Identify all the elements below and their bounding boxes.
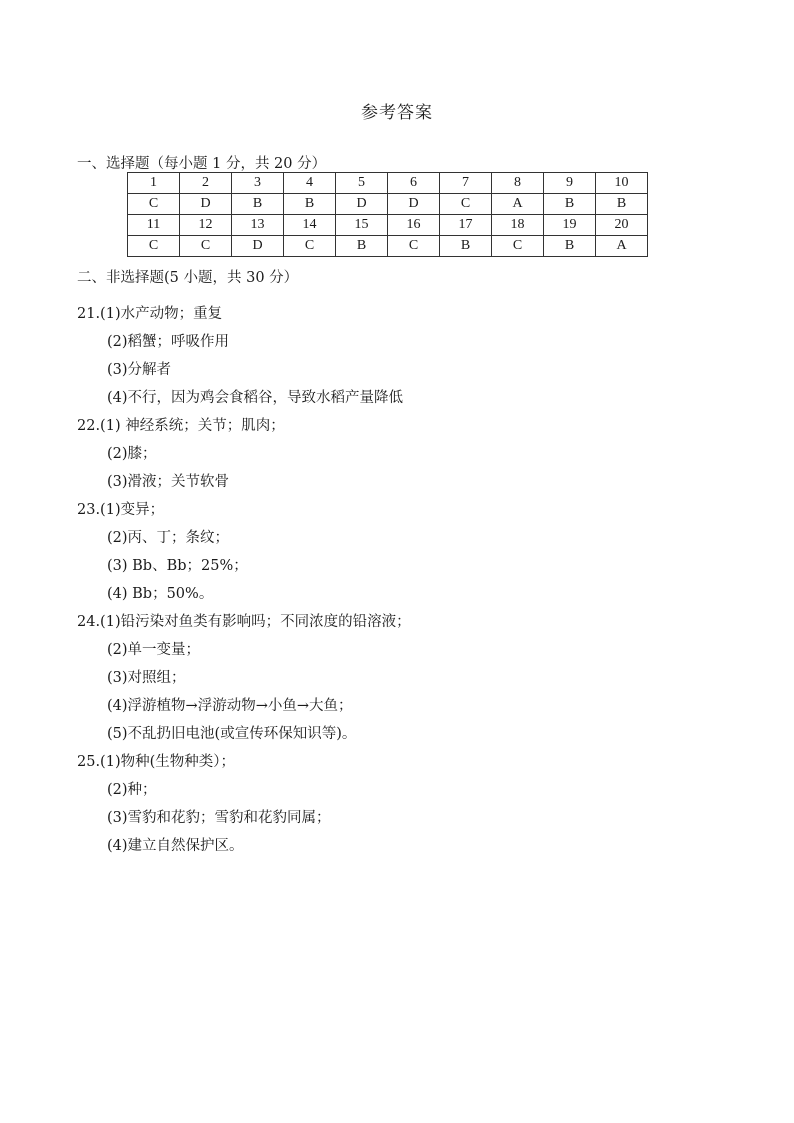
answer-sub-item: (2)丙、丁；条纹； — [107, 530, 230, 546]
table-row — [128, 215, 648, 236]
answer-sub-item: (4)建立自然保护区。 — [107, 838, 244, 854]
table-cell: C — [128, 194, 180, 215]
answer-sub-item: (3)滑液；关节软骨 — [107, 474, 230, 490]
table-cell: C — [440, 194, 492, 215]
answer-question-item: 22.(1) 神经系统；关节；肌肉； — [77, 418, 285, 434]
table-cell: A — [596, 236, 648, 257]
table-cell: C — [180, 236, 232, 257]
table-cell: 18 — [492, 215, 544, 236]
answer-sub-item: (5)不乱扔旧电池(或宣传环保知识等)。 — [107, 726, 357, 742]
answer-list — [77, 300, 757, 860]
table-cell: 12 — [180, 215, 232, 236]
answer-sub-item: (3)分解者 — [107, 362, 172, 378]
table-cell: B — [284, 194, 336, 215]
table-cell: 13 — [232, 215, 284, 236]
answer-sub-item: (2)单一变量； — [107, 642, 201, 658]
table-cell: B — [596, 194, 648, 215]
table-cell: 17 — [440, 215, 492, 236]
table-cell: 19 — [544, 215, 596, 236]
answer-question-item: 24.(1)铅污染对鱼类有影响吗；不同浓度的铅溶液； — [77, 614, 411, 630]
section-heading-choice: 一、选择题（每小题 1 分，共 20 分） — [77, 156, 327, 172]
answer-sub-item: (4) Bb；50%。 — [107, 586, 214, 602]
answer-question-item: 23.(1)变异； — [77, 502, 165, 518]
table-cell: 16 — [388, 215, 440, 236]
table-cell: 14 — [284, 215, 336, 236]
section-heading-nonchoice: 二、非选择题(5 小题，共 30 分） — [77, 270, 299, 286]
table-cell: 20 — [596, 215, 648, 236]
answer-sub-item: (2)稻蟹；呼吸作用 — [107, 334, 230, 350]
answer-sub-item: (3)雪豹和花豹；雪豹和花豹同属； — [107, 810, 331, 826]
table-cell: C — [284, 236, 336, 257]
table-cell: 5 — [336, 173, 388, 194]
table-cell: 11 — [128, 215, 180, 236]
table-cell: B — [544, 236, 596, 257]
page-title: 参考答案 — [361, 103, 433, 123]
table-row — [128, 173, 648, 194]
table-cell: D — [336, 194, 388, 215]
table-cell: 15 — [336, 215, 388, 236]
answer-sub-item: (3) Bb、Bb；25%； — [107, 558, 248, 574]
table-cell: 9 — [544, 173, 596, 194]
table-cell: 2 — [180, 173, 232, 194]
answer-sub-item: (3)对照组； — [107, 670, 186, 686]
table-cell: B — [232, 194, 284, 215]
answer-sub-item: (2)膝； — [107, 446, 157, 462]
table-cell: B — [440, 236, 492, 257]
answer-question-item: 21.(1)水产动物；重复 — [77, 306, 223, 322]
table-cell: 6 — [388, 173, 440, 194]
table-cell: D — [232, 236, 284, 257]
table-cell: 10 — [596, 173, 648, 194]
table-cell: 4 — [284, 173, 336, 194]
table-cell: A — [492, 194, 544, 215]
table-cell: B — [544, 194, 596, 215]
answer-table — [127, 172, 648, 257]
table-cell: D — [388, 194, 440, 215]
table-cell: 3 — [232, 173, 284, 194]
table-cell: D — [180, 194, 232, 215]
table-cell: 8 — [492, 173, 544, 194]
answer-sub-item: (2)种； — [107, 782, 157, 798]
answer-sub-item: (4)浮游植物→浮游动物→小鱼→大鱼； — [107, 698, 353, 714]
answer-sub-item: (4)不行，因为鸡会食稻谷，导致水稻产量降低 — [107, 390, 404, 406]
answer-question-item: 25.(1)物种(生物种类）； — [77, 754, 236, 770]
table-cell: C — [128, 236, 180, 257]
table-cell: B — [336, 236, 388, 257]
table-row — [128, 194, 648, 215]
table-row — [128, 236, 648, 257]
table-cell: 1 — [128, 173, 180, 194]
table-cell: 7 — [440, 173, 492, 194]
table-cell: C — [388, 236, 440, 257]
table-cell: C — [492, 236, 544, 257]
